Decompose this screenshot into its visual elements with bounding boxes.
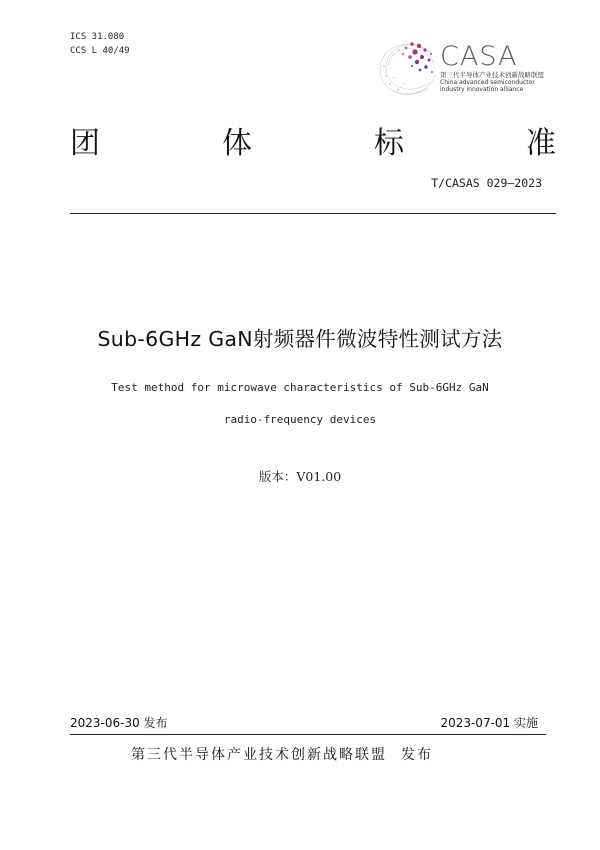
issuer-action: 发布 [401, 747, 433, 763]
casa-globe-icon [372, 32, 444, 102]
publish-date: 2023-06-30 发布 [70, 716, 168, 730]
ics-code: ICS 31.080 [70, 32, 125, 42]
standard-type-heading [70, 120, 556, 160]
implement-date: 2023-07-01 实施 [440, 716, 538, 730]
logo-wordmark: CASA [440, 41, 518, 72]
ccs-code: CCS L 40/49 [70, 46, 130, 56]
standard-type-char: 准 [526, 126, 556, 161]
issuer-line [131, 744, 433, 764]
standard-type-char: 体 [222, 126, 252, 161]
logo-english-name: China advanced semiconductor industry innovation alliance [440, 79, 535, 93]
bottom-divider [70, 734, 546, 735]
standard-type-char: 标 [374, 126, 404, 161]
chinese-title: Sub-6GHz GaN射频器件微波特性测试方法 [97, 327, 503, 351]
casa-logo [372, 32, 567, 102]
standard-type-char: 团 [70, 126, 100, 161]
logo-chinese-name: 第三代半导体产业技术创新战略联盟 [440, 71, 544, 79]
english-title-line-1: Test method for microwave characteristics of Sub-6GHz GaN [111, 381, 489, 394]
issuer-name: 第三代半导体产业技术创新战略联盟 [131, 747, 387, 763]
top-divider [70, 213, 556, 214]
english-title-line-2: radio-frequency devices [223, 413, 377, 426]
standard-number: T/CASAS 029—2023 [431, 176, 542, 190]
version-label: 版本：V01.00 [258, 469, 342, 484]
